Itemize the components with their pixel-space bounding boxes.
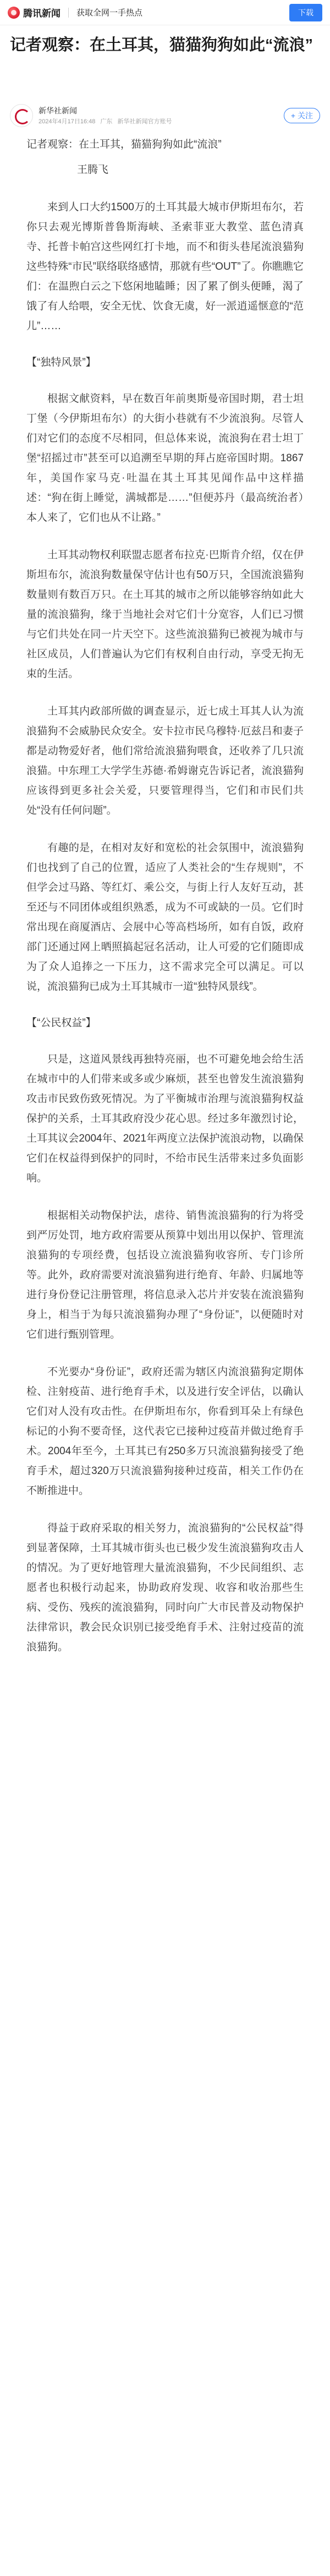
paragraph: 只是，这道风景线再独特亮丽，也不可避免地会给生活在城市中的人们带来或多或少麻烦，甚至也曾发生流浪猫狗攻击市民致伤致死情况。为了平衡城市治理与流浪猫狗权益保护的关系，土耳其政府没少花心思。经过多年激烈讨论，土耳其议会2004年、2021年两度立法保护流浪动物，以确保它们在权益得到保护的同时，不给市民生活带来过多负面影响。 xyxy=(26,1054,304,1184)
article-title: 记者观察：在土耳其，猫猫狗狗如此“流浪” xyxy=(10,36,314,54)
follow-button[interactable]: + 关注 xyxy=(284,108,320,123)
section-heading: 【“公民权益”】 xyxy=(26,1017,96,1029)
paragraph: 有趣的是，在相对友好和宽松的社会氛围中，流浪猫狗们也找到了自己的位置，适应了人类社会的“生存规则”，不但学会过马路、等红灯、乘公交，与街上行人友好互动，甚至还与不同团体或组织熟悉，成为不可或缺的一员。它们时常出现在商厦酒店、会展中心等高档场所，如有自饭，政府部门还通过网上晒照搞起冠名活动，让人可爱的它们随即成为了众人追捧之一下压力，这不需求完全可以满足。可以说，流浪猫狗已成为土耳其城市一道“独特风景线”。 xyxy=(26,842,304,992)
avatar[interactable] xyxy=(10,104,33,127)
article-body xyxy=(26,135,304,1657)
divider xyxy=(68,8,69,18)
lead-line: 记者观察：在土耳其，猫猫狗狗如此“流浪” xyxy=(26,139,222,150)
account-type: 新华社新闻官方账号 xyxy=(117,118,172,125)
paragraph: 根据相关动物保护法，虐待、销售流浪猫狗的行为将受到严厉处罚，地方政府需要从预算中划出用以保护、管理流浪猫狗的专项经费，包括设立流浪猫狗收容所、专门诊所等。此外，政府需要对流浪猫狗进行绝育、年龄、归属地等进行身份登记注册管理，将信息录入芯片并安装在流浪猫狗身上，相当于为每只流浪猫狗办理了“身份证”，以便随时对它们进行甄别管理。 xyxy=(26,1210,304,1340)
byline: 王腾飞 xyxy=(77,164,109,176)
paragraph: 不光要办“身份证”，政府还需为辖区内流浪猫狗定期体检、注射疫苗、进行绝育手术，以及进行安全评估，以确认它们对人没有攻击性。在伊斯坦布尔，你看到耳朵上有绿色标记的小狗不要奇怪，这代表它已接种过疫苗并做过绝育手术。2004年至今，土耳其已有250多万只流浪猫狗接受了绝育手术，超过320万只流浪猫狗接种过疫苗，相关工作仍在不断推进中。 xyxy=(26,1366,304,1497)
paragraph: 来到人口大约1500万的土耳其最大城市伊斯坦布尔，若你只去观光博斯普鲁斯海峡、圣索菲亚大教堂、蓝色清真寺、托普卡帕宫这些网红打卡地，而不和街头巷尾流浪猫狗这些特殊“市民”联络联络感情，那就有些“OUT”了。你瞧瞧它们：在温煦白云之下悠闲地瞌睡；因了累了倒头便睡，渴了饿了有人给喂，安全无忧、饮食无虞，好一派逍遥惬意的“范儿”…… xyxy=(26,201,304,332)
tencent-news-logo-icon xyxy=(8,7,20,19)
tagline: 获取全网一手热点 xyxy=(76,8,143,18)
brand[interactable] xyxy=(8,6,68,19)
brand-name: 腾讯新闻 xyxy=(23,8,61,19)
paragraph: 得益于政府采取的相关努力，流浪猫狗的“公民权益”得到显著保障，土耳其城市街头也已极少发生流浪猫狗攻击人的情况。为了更好地管理大量流浪猫狗，不少民间组织、志愿者也积极行动起来，协助政府发现、收容和收治那些生病、受伤、残疾的流浪猫狗，同时向广大市民普及动物保护法律常识，教会民众识别已接受绝育手术、注射过疫苗的流浪猫狗。 xyxy=(26,1522,304,1653)
author-meta xyxy=(38,117,175,126)
author-info xyxy=(38,105,175,126)
paragraph: 土耳其内政部所做的调查显示，近七成土耳其人认为流浪猫狗不会威胁民众安全。安卡拉市民乌穆特·厄兹吕和妻子都是动物爱好者，他们常给流浪猫狗喂食，还收养了几只流浪猫。中东理工大学学生苏德·希姆谢克告诉记者，流浪猫狗应该得到更多社会关爱，只要管理得当，它们和市民们共处“没有任何问题”。 xyxy=(26,706,304,816)
paragraph: 根据文献资料，早在数百年前奥斯曼帝国时期，君士坦丁堡（今伊斯坦布尔）的大街小巷就有不少流浪狗。尽管人们对它们的态度不尽相同，但总体来说，流浪狗在君士坦丁堡“招摇过市”甚至可以追溯至早期的拜占庭帝国时期。1867年，美国作家马克·吐温在其土耳其见闻作品中这样描述：“狗在街上睡觉，满城都是……”但便苏丹（最高统治者）本人来了，它们也从不让路。” xyxy=(26,393,304,523)
download-button[interactable]: 下载 xyxy=(289,4,322,21)
paragraph: 土耳其动物权利联盟志愿者布拉克·巴斯肯介绍，仅在伊斯坦布尔，流浪狗数量保守估计也有50万只，全国流浪猫狗数量则有数百万只。在土耳其的城市之所以能够容纳如此大量的流浪猫狗，缘于当地社会对它们十分宽容，人们已习惯与它们共处在同一片天空下。这些流浪猫狗已被视为城市与社区成员，人们普遍认为它们有权利自由行动，享受无拘无束的生活。 xyxy=(26,549,304,680)
publish-location: 广东 xyxy=(100,118,113,125)
author-row xyxy=(10,102,320,129)
section-heading: 【“独特风景”】 xyxy=(26,357,96,368)
publish-datetime: 2024年4月17日16:48 xyxy=(38,118,96,125)
top-bar xyxy=(0,0,330,25)
author-name[interactable]: 新华社新闻 xyxy=(38,106,77,115)
